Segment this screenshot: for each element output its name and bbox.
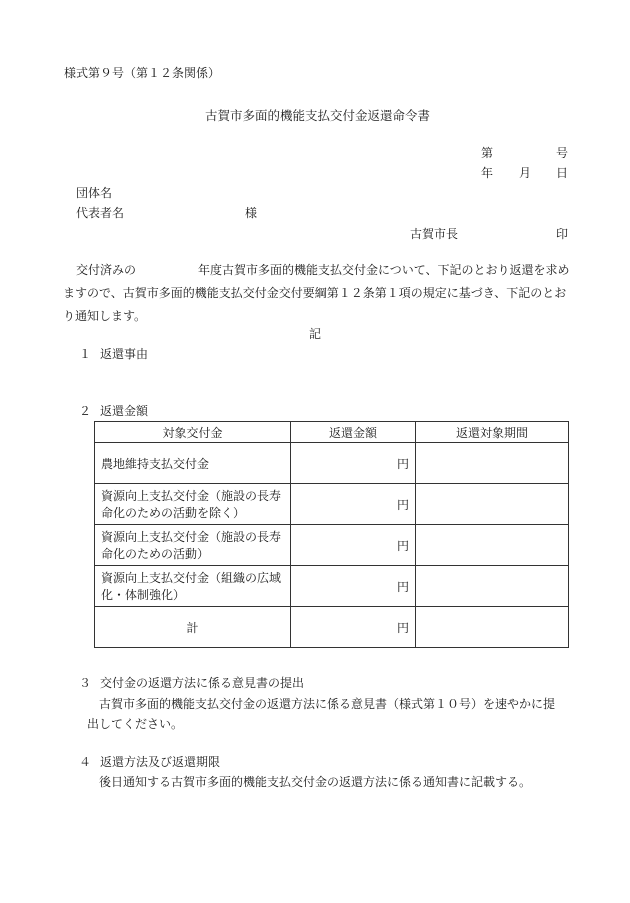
table-header-cell: 対象交付金 [95, 422, 291, 443]
section4-number: ４ [79, 755, 92, 769]
grant-name-cell [95, 443, 291, 484]
section4-body-line1: 後日通知する古賀市多面的機能支払交付金の返還方法に係る通知書に記載する。 [99, 775, 532, 789]
total-period-cell [416, 607, 569, 648]
mayor-label: 古賀市長 [410, 227, 459, 241]
grant-name-cell [95, 566, 291, 607]
honorific-sama: 様 [245, 206, 258, 220]
seal-mark: 印 [556, 227, 569, 241]
section4-title: 返還方法及び返還期限 [100, 755, 221, 769]
representative-name-label: 代表者名 [76, 206, 125, 220]
grant-name-line: 資源向上支払交付金（施設の長寿 [101, 530, 282, 544]
grant-name-cell [95, 525, 291, 566]
section3-body-line1: 古賀市多面的機能支払交付金の返還方法に係る意見書（様式第１０号）を速やかに提 [99, 697, 556, 711]
section1-number: １ [79, 347, 92, 361]
amount-cell: 円 [291, 525, 416, 566]
table-row [95, 566, 569, 607]
table-header-cell: 返還金額 [291, 422, 416, 443]
refund-amount-table [94, 421, 569, 648]
period-cell [416, 525, 569, 566]
section1-title: 返還事由 [100, 347, 149, 361]
date-year: 年 [481, 166, 494, 180]
table-row [95, 443, 569, 484]
section2-number: ２ [79, 404, 92, 418]
grant-name-line: 命化のための活動を除く） [101, 506, 246, 520]
grant-name-line: 化・体制強化） [101, 588, 186, 602]
amount-cell: 円 [291, 443, 416, 484]
document-number-go: 号 [556, 146, 569, 160]
intro-part2: 年度古賀市多面的機能支払交付金について、下記のとおり返還を求めますので、古賀市多面的機能支払交付金交付要綱第１２条第１項の規定に基づき、下記のとおり通知します。 [63, 263, 570, 323]
section3-body-line2: 出してください。 [87, 717, 184, 731]
grant-name-line: 農地維持支払交付金 [101, 456, 210, 471]
period-cell [416, 566, 569, 607]
period-cell [416, 484, 569, 525]
table-header-cell: 返還対象期間 [416, 422, 569, 443]
total-amount-cell: 円 [291, 607, 416, 648]
section3-number: ３ [79, 676, 92, 690]
amount-cell: 円 [291, 484, 416, 525]
total-label-cell: 計 [95, 607, 291, 648]
amount-cell: 円 [291, 566, 416, 607]
section3-title: 交付金の返還方法に係る意見書の提出 [100, 676, 305, 690]
table-total-row [95, 607, 569, 648]
ki-heading: 記 [309, 327, 322, 341]
grant-name-line: 資源向上支払交付金（施設の長寿 [101, 489, 282, 503]
table-row [95, 484, 569, 525]
table-row [95, 525, 569, 566]
intro-part1: 交付済みの [76, 263, 137, 277]
table-header-row [95, 422, 569, 443]
grant-name-line: 資源向上支払交付金（組織の広域 [101, 571, 282, 585]
intro-paragraph [63, 259, 573, 328]
grant-name-line: 命化のための活動） [101, 547, 210, 561]
grant-name-cell [95, 484, 291, 525]
form-number-label: 様式第９号（第１２条関係） [64, 66, 221, 80]
period-cell [416, 443, 569, 484]
organization-name-label: 団体名 [76, 186, 113, 200]
section2-title: 返還金額 [100, 404, 149, 418]
date-month: 月 [519, 166, 532, 180]
document-title: 古賀市多面的機能支払交付金返還命令書 [205, 108, 431, 123]
date-day: 日 [556, 166, 569, 180]
document-number-dai: 第 [481, 146, 494, 160]
